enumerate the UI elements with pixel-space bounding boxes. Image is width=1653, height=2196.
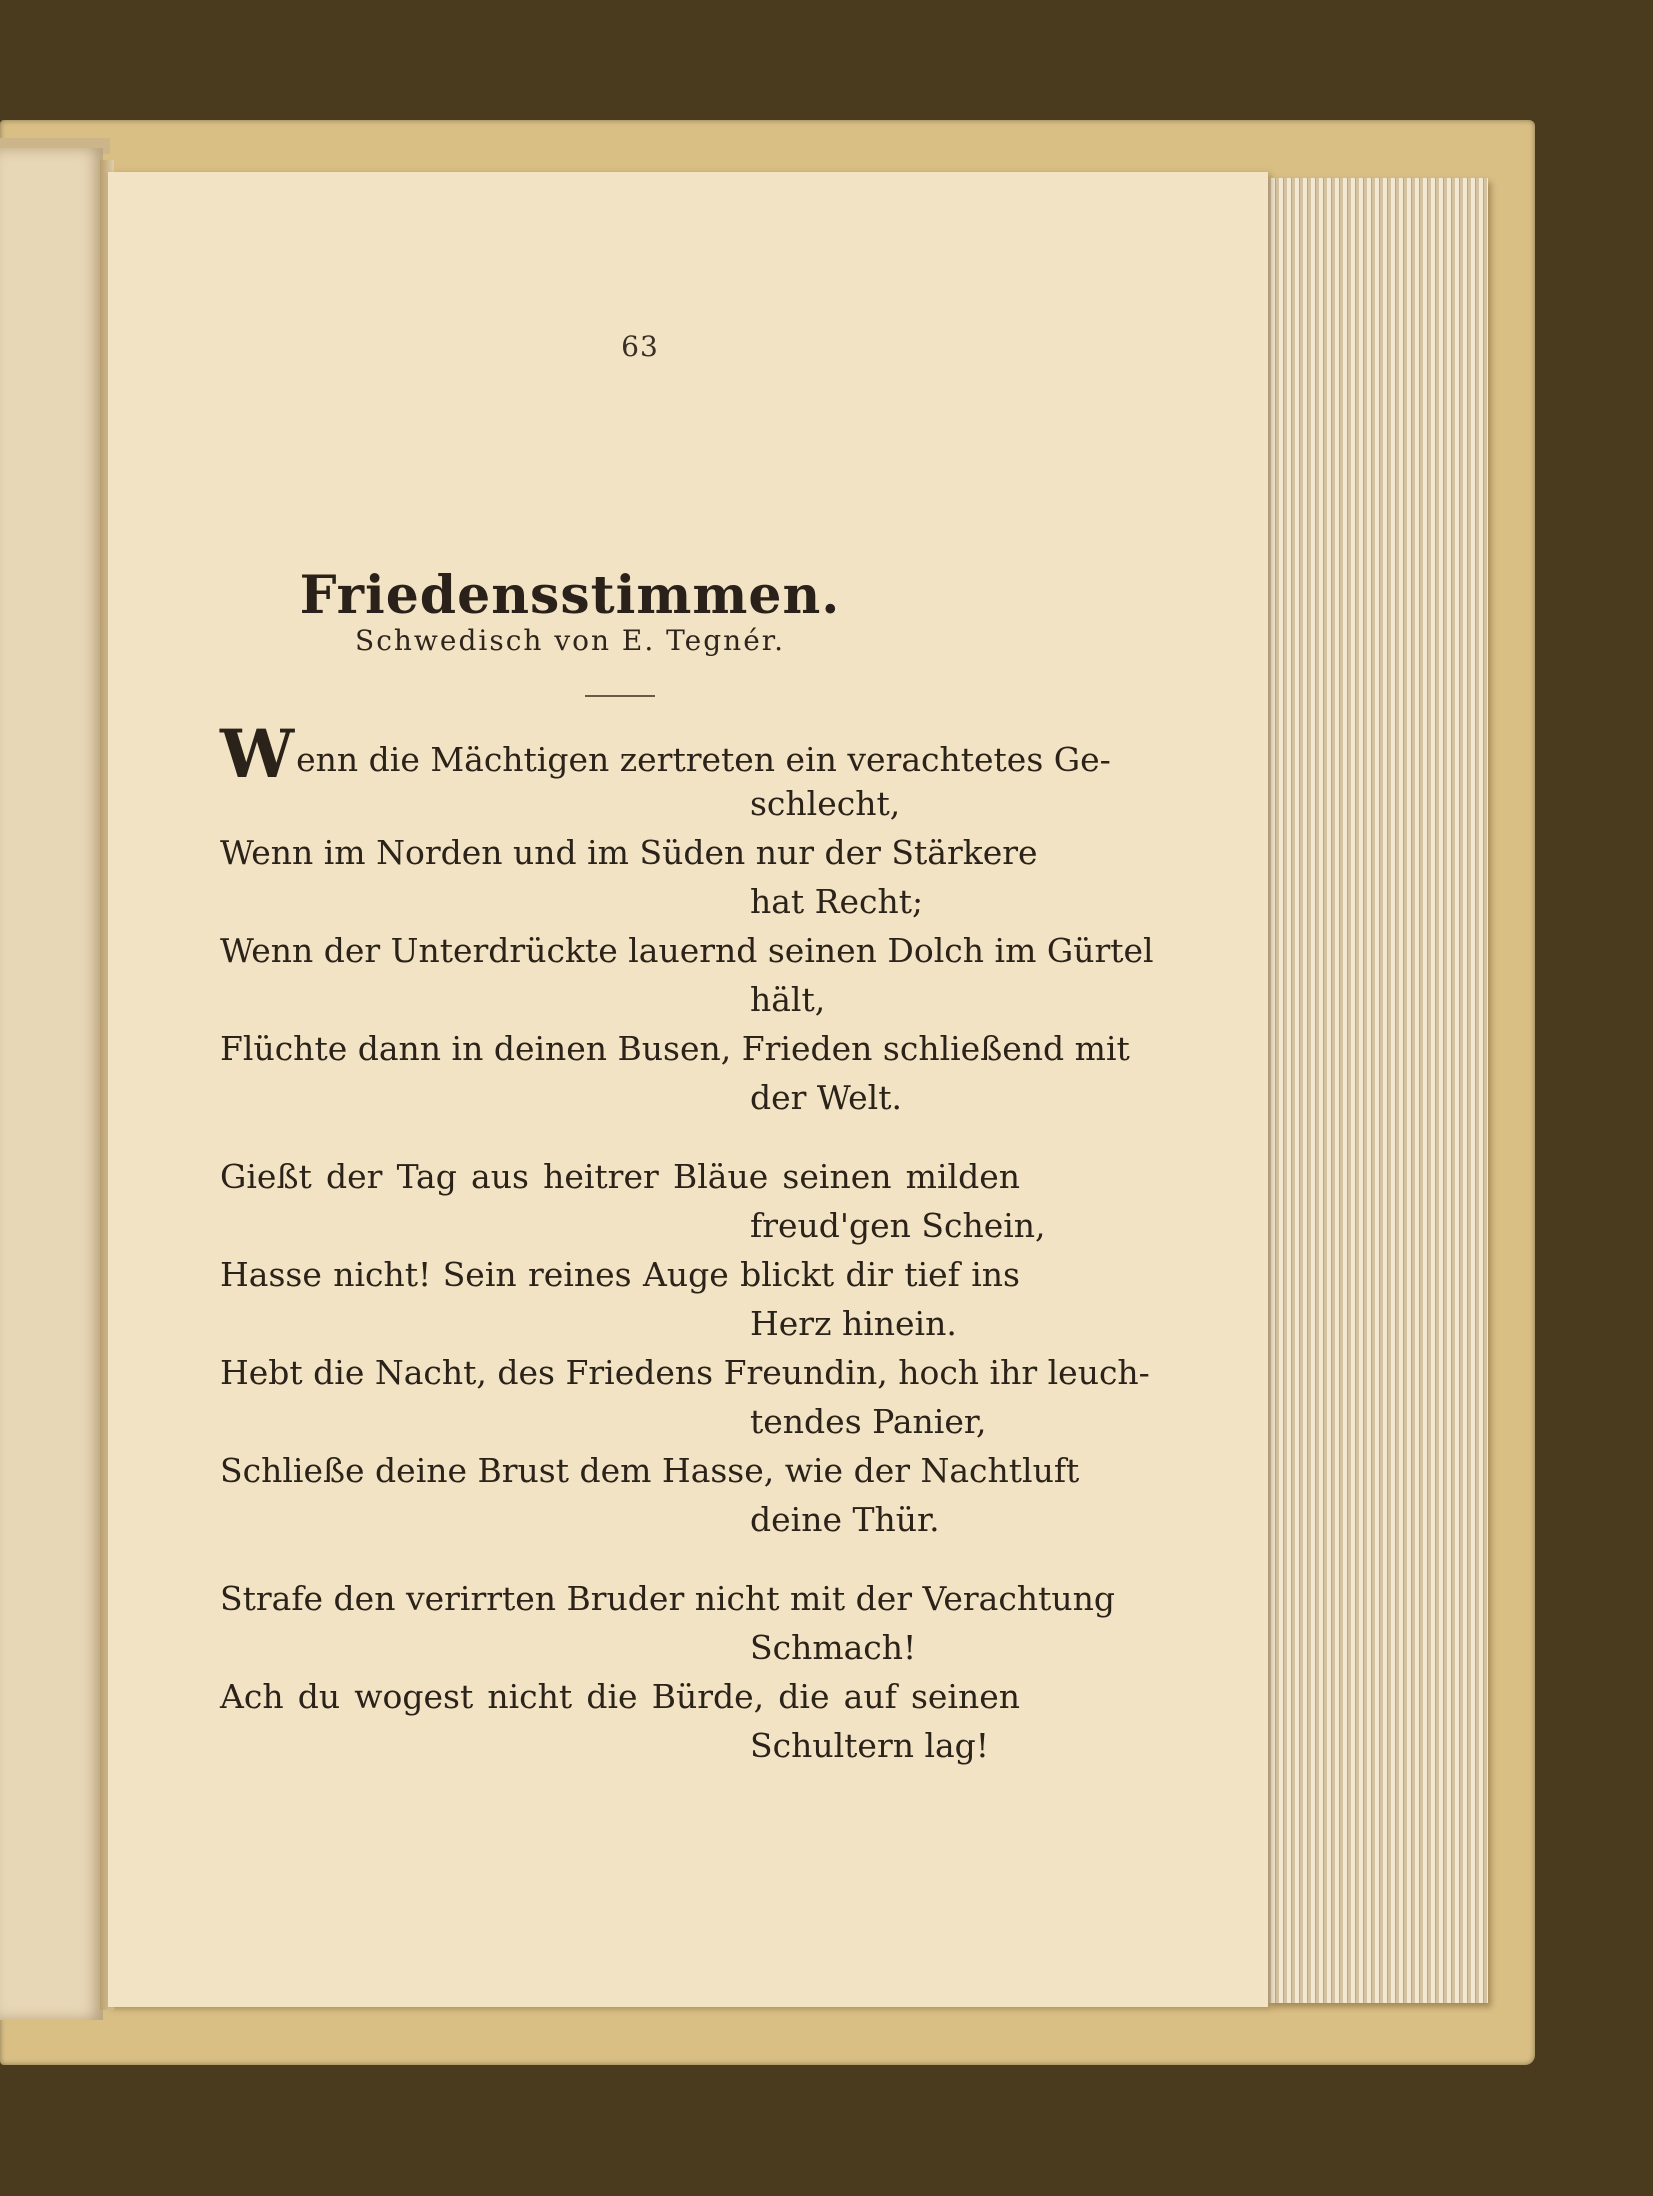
page-edges [1268,178,1488,2003]
verse-continuation: Schmach! [750,1628,917,1667]
verse-line [220,828,1038,926]
verse-line [220,1152,1046,1250]
verse-continuation: hält, [750,980,826,1019]
drop-cap: W [220,715,295,793]
verse-line [220,1348,1150,1446]
verse-continuation: freud'gen Schein, [750,1206,1046,1245]
page-number: 63 [621,330,659,363]
verse-text: Strafe den verirrten Bruder nicht mit der Verachtung [220,1579,1115,1618]
verse-line [220,1024,1130,1122]
stanza-2 [220,1152,1150,1544]
verse-continuation: Schultern lag! [750,1726,990,1765]
verse-continuation: schlecht, [750,784,901,823]
title-rule [585,695,655,697]
stanza-3 [220,1574,1115,1770]
verse-continuation: hat Recht; [750,882,924,921]
verse-text: Hebt die Nacht, des Friedens Freundin, hoch ihr leuch- [220,1353,1150,1392]
verse-text: Schließe deine Brust dem Hasse, wie der Nachtluft [220,1451,1080,1490]
left-page [0,148,103,2020]
poem-title: Friedensstimmen. [299,565,841,626]
poem-subtitle: Schwedisch von E. Tegnér. [355,624,785,657]
verse-line [220,715,1111,828]
verse-text: enn die Mächtigen zertreten ein verachtetes Ge- [296,740,1111,779]
verse-text: Gießt der Tag aus heitrer Bläue seinen milden [220,1157,1020,1196]
verse-text: Hasse nicht! Sein reines Auge blickt dir tief ins [220,1255,1020,1294]
verse-continuation: tendes Panier, [750,1402,987,1441]
verse-text: Wenn im Norden und im Süden nur der Stärkere [220,833,1038,872]
verse-line [220,1672,1020,1770]
verse-continuation: der Welt. [750,1078,902,1117]
verse-line [220,1250,1020,1348]
verse-continuation: deine Thür. [750,1500,940,1539]
stanza-1 [220,715,1154,1122]
verse-text: Ach du wogest nicht die Bürde, die auf seinen [220,1677,1020,1716]
verse-line [220,1446,1080,1544]
verse-text: Flüchte dann in deinen Busen, Frieden schließend mit [220,1029,1130,1068]
verse-line [220,1574,1115,1672]
verse-continuation: Herz hinein. [750,1304,957,1343]
verse-text: Wenn der Unterdrückte lauernd seinen Dolch im Gürtel [220,931,1154,970]
verse-line [220,926,1154,1024]
poem-body [220,715,1154,1800]
